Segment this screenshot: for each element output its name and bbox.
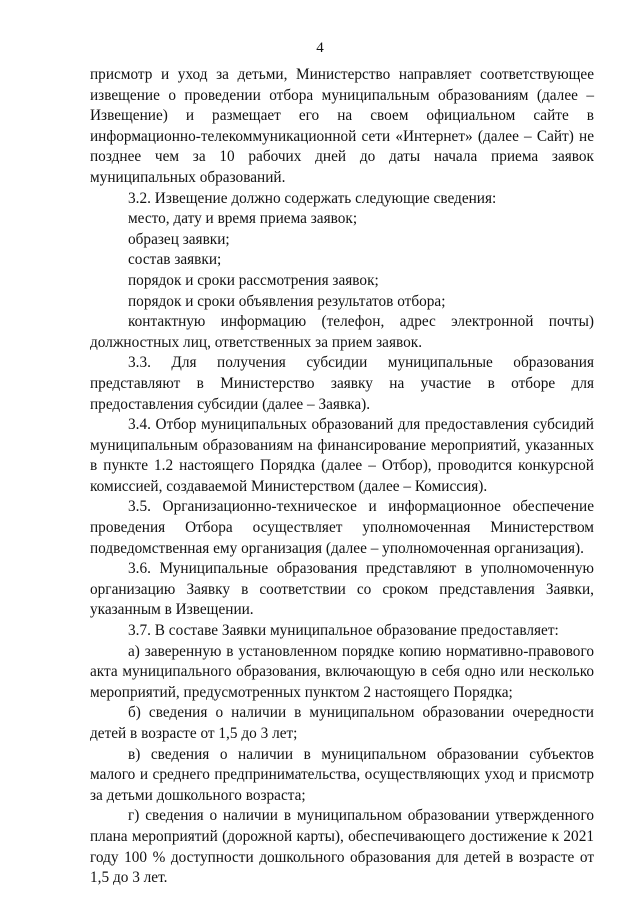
paragraph-3-3: 3.3. Для получения субсидии муниципальные образования представляют в Министерство заявку на участие в отборе для предоставления субсидии (далее – Заявка). xyxy=(90,354,594,413)
list-item: образец заявки; xyxy=(128,230,230,248)
list-item: контактную информацию (телефон, адрес электронной почты) должностных лиц, ответственных за прием заявок. xyxy=(90,313,594,351)
subitem-a: а) заверенную в установленном порядке копию нормативно-правового акта муниципального образования, включающую в себя одно или несколько мероприятий, предусмотренных пунктом 2 настоящего Порядка; xyxy=(90,642,594,701)
paragraph-3-7: 3.7. В составе Заявки муниципальное образование предоставляет: xyxy=(128,622,559,640)
paragraph-3-5: 3.5. Организационно-техническое и информационное обеспечение проведения Отбора осуществляет уполномоченная Министерством подведомственная ему организация (далее – уполномоченная организация). xyxy=(90,498,594,557)
subitem-b: б) сведения о наличии в муниципальном образовании очередности детей в возрасте от 1,5 до 3 лет; xyxy=(90,704,594,742)
paragraph-3-6: 3.6. Муниципальные образования представляют в уполномоченную организацию Заявку в соответствии со сроком представления Заявки, указанным в Извещении. xyxy=(90,560,594,619)
list-item: порядок и сроки рассмотрения заявок; xyxy=(128,271,379,289)
paragraph-3-4: 3.4. Отбор муниципальных образований для предоставления субсидий муниципальным образованиям на финансирование мероприятий, указанных в пункте 1.2 настоящего Порядка (далее – Отбор), проводится конкурсной комиссией, создаваемой Министерством (далее – Комиссия). xyxy=(90,416,594,495)
subitem-v: в) сведения о наличии в муниципальном образовании субъектов малого и среднего предпринимательства, осуществляющих уход и присмотр за детьми дошкольного возраста; xyxy=(90,745,594,804)
document-body xyxy=(90,65,594,889)
page-number: 4 xyxy=(316,40,324,56)
list-item: порядок и сроки объявления результатов отбора; xyxy=(128,292,446,310)
subitem-g: г) сведения о наличии в муниципальном образовании утвержденного плана мероприятий (дорожной карты), обеспечивающего достижение к 2021 году 100 % доступности дошкольного образования для детей в возрасте от 1,5 до 3 лет. xyxy=(90,807,594,887)
paragraph-continuation: присмотр и уход за детьми, Министерство направляет соответствующее извещение о проведении отбора муниципальным образованиям (далее – Извещение) и размещает его на своем официальном сайте в информационно-телекоммуникационной сети «Интернет» (далее – Сайт) не позднее чем за 10 рабочих дней до даты начала приема заявок муниципальных образований. xyxy=(90,66,594,186)
paragraph-3-2: 3.2. Извещение должно содержать следующие сведения: xyxy=(128,189,497,207)
list-item: состав заявки; xyxy=(128,251,222,269)
list-item: место, дату и время приема заявок; xyxy=(128,210,358,228)
